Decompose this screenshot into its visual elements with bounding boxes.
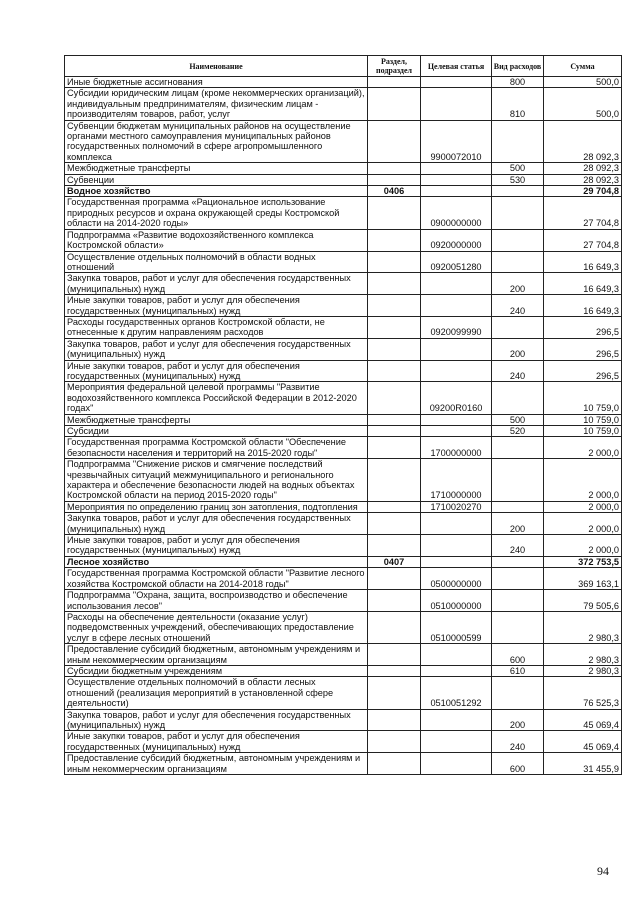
cell-name: Межбюджетные трансферты [65, 163, 368, 174]
table-row [65, 644, 622, 666]
table-row [65, 174, 622, 185]
cell-section [368, 163, 421, 174]
cell-sum: 2 000,0 [544, 513, 622, 535]
table-row [65, 611, 622, 643]
table-row [65, 338, 622, 360]
cell-target [421, 360, 492, 382]
cell-section [368, 590, 421, 612]
table-row [65, 414, 622, 425]
cell-section [368, 120, 421, 163]
cell-target: 0920099990 [421, 316, 492, 338]
cell-target [421, 163, 492, 174]
cell-name: Субсидии бюджетным учреждениям [65, 665, 368, 676]
cell-type: 600 [492, 644, 544, 666]
cell-sum: 16 649,3 [544, 295, 622, 317]
cell-type: 520 [492, 426, 544, 437]
cell-target [421, 88, 492, 120]
cell-name: Государственная программа Костромской области "Развитие лесного хозяйства Костромской области на 2014-2018 годы" [65, 568, 368, 590]
cell-type: 810 [492, 88, 544, 120]
cell-type [492, 197, 544, 229]
table-row [65, 437, 622, 459]
cell-type [492, 677, 544, 709]
cell-type: 500 [492, 163, 544, 174]
cell-sum: 27 704,8 [544, 197, 622, 229]
cell-target: 1710020270 [421, 501, 492, 512]
cell-name: Предоставление субсидий бюджетным, автономным учреждениям и иным некоммерческим организациям [65, 753, 368, 775]
cell-sum: 10 759,0 [544, 414, 622, 425]
cell-type [492, 120, 544, 163]
cell-type: 240 [492, 360, 544, 382]
cell-sum: 28 092,3 [544, 120, 622, 163]
cell-target [421, 513, 492, 535]
cell-type: 530 [492, 174, 544, 185]
cell-type: 600 [492, 753, 544, 775]
cell-name: Расходы государственных органов Костромской области, не отнесенные к другим направлениям расходов [65, 316, 368, 338]
cell-name: Закупка товаров, работ и услуг для обеспечения государственных (муниципальных) нужд [65, 273, 368, 295]
cell-target: 0900000000 [421, 197, 492, 229]
cell-section [368, 426, 421, 437]
cell-section [368, 229, 421, 251]
cell-section [368, 753, 421, 775]
cell-sum: 296,5 [544, 338, 622, 360]
cell-name: Иные закупки товаров, работ и услуг для обеспечения государственных (муниципальных) нужд [65, 360, 368, 382]
cell-section [368, 731, 421, 753]
cell-sum: 79 505,6 [544, 590, 622, 612]
table-row [65, 295, 622, 317]
cell-type: 610 [492, 665, 544, 676]
cell-type: 200 [492, 709, 544, 731]
cell-name: Мероприятия федеральной целевой программы "Развитие водохозяйственного комплекса Российской Федерации в 2012-2020 годах" [65, 382, 368, 414]
table-row [65, 88, 622, 120]
cell-name: Иные закупки товаров, работ и услуг для обеспечения государственных (муниципальных) нужд [65, 731, 368, 753]
table-row [65, 426, 622, 437]
cell-sum: 10 759,0 [544, 382, 622, 414]
cell-name: Межбюджетные трансферты [65, 414, 368, 425]
cell-sum: 372 753,5 [544, 556, 622, 567]
cell-sum: 45 069,4 [544, 731, 622, 753]
cell-section [368, 611, 421, 643]
cell-sum: 2 980,3 [544, 611, 622, 643]
cell-name: Иные закупки товаров, работ и услуг для обеспечения государственных (муниципальных) нужд [65, 295, 368, 317]
cell-target [421, 535, 492, 557]
cell-section [368, 382, 421, 414]
cell-section [368, 273, 421, 295]
cell-name: Предоставление субсидий бюджетным, автономным учреждениям и иным некоммерческим организациям [65, 644, 368, 666]
cell-type [492, 437, 544, 459]
cell-name: Подпрограмма "Снижение рисков и смягчение последствий чрезвычайных ситуаций межмуниципального и регионального характера и обеспечение безопасности людей на водных объектах Костромской области на период 2015-2020 годы" [65, 459, 368, 502]
cell-section [368, 568, 421, 590]
cell-sum: 500,0 [544, 88, 622, 120]
cell-type [492, 459, 544, 502]
cell-section [368, 360, 421, 382]
cell-target [421, 273, 492, 295]
page-number: 94 [597, 864, 609, 878]
cell-sum: 369 163,1 [544, 568, 622, 590]
cell-target: 9900072010 [421, 120, 492, 163]
cell-section [368, 295, 421, 317]
cell-name: Осуществление отдельных полномочий в области водных отношений [65, 251, 368, 273]
table-row [65, 163, 622, 174]
cell-section [368, 437, 421, 459]
cell-type [492, 316, 544, 338]
cell-section [368, 459, 421, 502]
cell-sum: 76 525,3 [544, 677, 622, 709]
table-row [65, 556, 622, 567]
cell-target [421, 426, 492, 437]
cell-target [421, 556, 492, 567]
cell-section [368, 197, 421, 229]
cell-name: Мероприятия по определению границ зон затопления, подтопления [65, 501, 368, 512]
cell-name: Закупка товаров, работ и услуг для обеспечения государственных (муниципальных) нужд [65, 709, 368, 731]
cell-type [492, 229, 544, 251]
cell-target: 0510051292 [421, 677, 492, 709]
cell-type: 240 [492, 295, 544, 317]
cell-type [492, 186, 544, 197]
cell-target [421, 665, 492, 676]
cell-type [492, 556, 544, 567]
table-row [65, 382, 622, 414]
cell-target: 0920051280 [421, 251, 492, 273]
column-header-target: Целевая статья [421, 56, 492, 77]
cell-name: Субвенции бюджетам муниципальных районов на осуществление органами местного самоуправления муниципальных районов государственных полномочий в сфере агропромышленного комплекса [65, 120, 368, 163]
column-header-type: Вид расходов [492, 56, 544, 77]
cell-type: 240 [492, 731, 544, 753]
cell-sum: 500,0 [544, 77, 622, 88]
cell-name: Водное хозяйство [65, 186, 368, 197]
cell-sum: 296,5 [544, 316, 622, 338]
cell-name: Лесное хозяйство [65, 556, 368, 567]
cell-target [421, 338, 492, 360]
cell-target: 0500000000 [421, 568, 492, 590]
table-row [65, 251, 622, 273]
table-row [65, 459, 622, 502]
cell-section [368, 535, 421, 557]
cell-section [368, 513, 421, 535]
cell-target [421, 77, 492, 88]
cell-sum: 2 000,0 [544, 535, 622, 557]
table-row [65, 753, 622, 775]
cell-name: Осуществление отдельных полномочий в области лесных отношений (реализация мероприятий в установленной сфере деятельности) [65, 677, 368, 709]
cell-name: Субсидии юридическим лицам (кроме некоммерческих организаций), индивидуальным предпринимателям, физическим лицам - производителям товаров, работ, услуг [65, 88, 368, 120]
table-row [65, 513, 622, 535]
cell-target: 0510000599 [421, 611, 492, 643]
cell-sum: 2 980,3 [544, 644, 622, 666]
cell-target [421, 709, 492, 731]
cell-section [368, 414, 421, 425]
table-row [65, 568, 622, 590]
cell-section [368, 677, 421, 709]
cell-type [492, 251, 544, 273]
table-row [65, 186, 622, 197]
cell-target: 1700000000 [421, 437, 492, 459]
table-body [65, 77, 622, 775]
cell-target [421, 414, 492, 425]
cell-type: 200 [492, 273, 544, 295]
table-row [65, 677, 622, 709]
cell-sum: 28 092,3 [544, 174, 622, 185]
table-row [65, 501, 622, 512]
cell-sum: 2 980,3 [544, 665, 622, 676]
cell-name: Иные бюджетные ассигнования [65, 77, 368, 88]
table-row [65, 120, 622, 163]
table-row [65, 77, 622, 88]
cell-type: 200 [492, 513, 544, 535]
cell-section [368, 251, 421, 273]
cell-section [368, 665, 421, 676]
cell-section [368, 316, 421, 338]
table-row [65, 360, 622, 382]
cell-name: Закупка товаров, работ и услуг для обеспечения государственных (муниципальных) нужд [65, 513, 368, 535]
cell-section [368, 338, 421, 360]
cell-type [492, 501, 544, 512]
table-row [65, 590, 622, 612]
cell-section [368, 709, 421, 731]
table-row [65, 197, 622, 229]
cell-section [368, 644, 421, 666]
cell-name: Иные закупки товаров, работ и услуг для обеспечения государственных (муниципальных) нужд [65, 535, 368, 557]
cell-type [492, 611, 544, 643]
cell-section [368, 77, 421, 88]
table-row [65, 273, 622, 295]
cell-target [421, 295, 492, 317]
cell-section: 0407 [368, 556, 421, 567]
table-row [65, 316, 622, 338]
cell-type [492, 590, 544, 612]
cell-section [368, 174, 421, 185]
column-header-section: Раздел, подраздел [368, 56, 421, 77]
cell-target [421, 753, 492, 775]
table-row [65, 731, 622, 753]
cell-target [421, 186, 492, 197]
table-row [65, 665, 622, 676]
cell-type: 800 [492, 77, 544, 88]
cell-section: 0406 [368, 186, 421, 197]
cell-sum: 16 649,3 [544, 273, 622, 295]
header-row [65, 56, 622, 77]
cell-name: Подпрограмма "Охрана, защита, воспроизводство и обеспечение использования лесов" [65, 590, 368, 612]
cell-target: 09200R0160 [421, 382, 492, 414]
cell-target: 1710000000 [421, 459, 492, 502]
cell-sum: 2 000,0 [544, 459, 622, 502]
cell-sum: 296,5 [544, 360, 622, 382]
table-row [65, 709, 622, 731]
cell-target [421, 731, 492, 753]
cell-name: Расходы на обеспечение деятельности (оказание услуг) подведомственных учреждений, обеспечивающих предоставление услуг в сфере лесных отношений [65, 611, 368, 643]
cell-target [421, 174, 492, 185]
cell-section [368, 88, 421, 120]
cell-type: 500 [492, 414, 544, 425]
cell-target: 0510000000 [421, 590, 492, 612]
cell-sum: 10 759,0 [544, 426, 622, 437]
cell-sum: 29 704,8 [544, 186, 622, 197]
cell-name: Государственная программа Костромской области "Обеспечение безопасности населения и территорий на 2015-2020 годы" [65, 437, 368, 459]
cell-sum: 16 649,3 [544, 251, 622, 273]
cell-sum: 27 704,8 [544, 229, 622, 251]
cell-sum: 2 000,0 [544, 437, 622, 459]
table-row [65, 535, 622, 557]
cell-type [492, 382, 544, 414]
cell-sum: 45 069,4 [544, 709, 622, 731]
cell-name: Подпрограмма «Развитие водохозяйственного комплекса Костромской области» [65, 229, 368, 251]
cell-section [368, 501, 421, 512]
cell-name: Закупка товаров, работ и услуг для обеспечения государственных (муниципальных) нужд [65, 338, 368, 360]
cell-type: 240 [492, 535, 544, 557]
cell-type [492, 568, 544, 590]
cell-sum: 31 455,9 [544, 753, 622, 775]
cell-sum: 28 092,3 [544, 163, 622, 174]
cell-target: 0920000000 [421, 229, 492, 251]
cell-sum: 2 000,0 [544, 501, 622, 512]
cell-target [421, 644, 492, 666]
cell-name: Государственная программа «Рациональное использование природных ресурсов и охрана окружающей среды Костромской области на 2014-2020 годы» [65, 197, 368, 229]
column-header-sum: Сумма [544, 56, 622, 77]
cell-name: Субвенции [65, 174, 368, 185]
column-header-name: Наименование [65, 56, 368, 77]
cell-name: Субсидии [65, 426, 368, 437]
table-row [65, 229, 622, 251]
budget-table [64, 55, 622, 775]
cell-type: 200 [492, 338, 544, 360]
